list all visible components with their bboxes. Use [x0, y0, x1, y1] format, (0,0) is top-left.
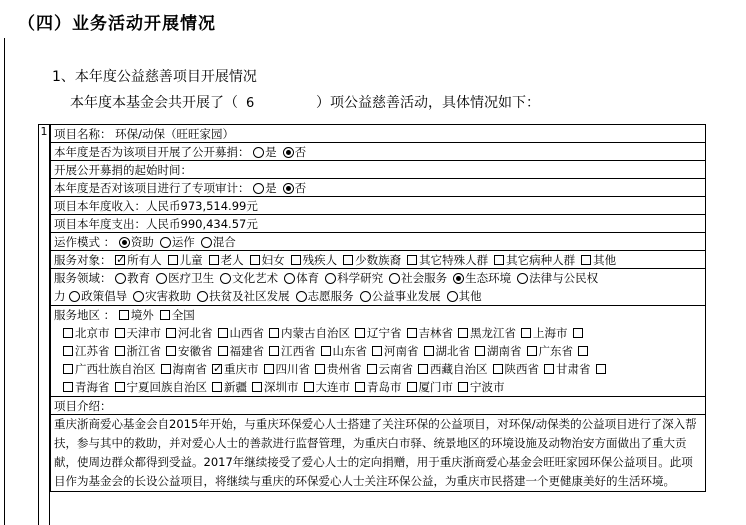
field1-radio-2[interactable]: [220, 273, 231, 284]
region-2-option-7[interactable]: [493, 360, 540, 378]
region-line-3: [54, 378, 705, 396]
region-1-option-label-3: 福建省: [229, 344, 264, 358]
field2-radio-2[interactable]: [197, 291, 208, 302]
region-0-checkbox-4[interactable]: [269, 328, 279, 338]
public-raise-option-0[interactable]: [253, 143, 277, 161]
field1-radio-0[interactable]: [115, 273, 126, 284]
raise-start-row: [51, 161, 705, 179]
target-options: [115, 253, 622, 267]
region-2-option-6[interactable]: [418, 360, 488, 378]
income-row: [51, 197, 705, 215]
field2-option-label-3: 志愿服务: [307, 289, 354, 303]
field2-radio-5[interactable]: [447, 291, 458, 302]
region-1-option-label-7: 湖北省: [435, 344, 470, 358]
target-option-label-1: 儿童: [179, 253, 203, 267]
target-option-label-8: 其他: [593, 253, 617, 267]
region-head-option-0[interactable]: [119, 306, 154, 324]
region-2-option-label-5: 云南省: [378, 362, 413, 376]
audit-option-label-0: 是: [265, 181, 277, 195]
region-1-option-label-9: 广东省: [538, 344, 573, 358]
audit-label: 本年度是否对该项目进行了专项审计：: [54, 181, 250, 195]
region-2-option-label-6: 西藏自治区: [430, 362, 488, 376]
region-3-checkbox-6[interactable]: [407, 382, 417, 392]
field1-option-label-5: 社会服务: [401, 271, 448, 285]
region-1-option-1[interactable]: [115, 342, 162, 360]
region-head-options: [119, 308, 201, 322]
region-1-option-label-4: 江西省: [281, 344, 316, 358]
region-2-option-label-1: 海南省: [172, 362, 207, 376]
region-row: [51, 306, 705, 397]
field2-option-2[interactable]: [197, 287, 290, 305]
region-0-option-label-5: 辽宁省: [367, 326, 402, 340]
target-option-label-3: 妇女: [261, 253, 285, 267]
field2-option-label-2: 扶贫及社区发展: [209, 289, 290, 303]
target-option-3[interactable]: [250, 251, 285, 269]
region-1-option-6[interactable]: [372, 342, 419, 360]
region-2-option-5[interactable]: [367, 360, 414, 378]
project-name-row: [51, 125, 705, 143]
target-option-label-0: 所有人: [127, 253, 162, 267]
public-raise-radio-0[interactable]: [253, 147, 264, 158]
region-0-option-5[interactable]: [355, 324, 402, 342]
mode-radio-2[interactable]: [201, 237, 212, 248]
target-checkbox-3[interactable]: [250, 255, 260, 265]
target-checkbox-1[interactable]: [168, 255, 178, 265]
public-raise-radio-1[interactable]: [283, 147, 294, 158]
region-0-option-3[interactable]: [218, 324, 265, 342]
region-2-option-label-0: 广西壮族自治区: [75, 362, 156, 376]
region-0-option-label-0: 北京市: [75, 326, 110, 340]
region-1-option-label-5: 山东省: [332, 344, 367, 358]
region-2-option-8[interactable]: [544, 360, 591, 378]
field2-option-label-4: 公益事业发展: [371, 289, 441, 303]
region-2-option-9[interactable]: [596, 360, 608, 378]
region-2-checkbox-5[interactable]: [367, 364, 377, 374]
mode-option-0[interactable]: [119, 233, 154, 251]
intro-label-row: [51, 397, 705, 415]
target-option-8[interactable]: [581, 251, 616, 269]
region-0-checkbox-2[interactable]: [166, 328, 176, 338]
mode-option-1[interactable]: [160, 233, 195, 251]
region-label: 服务地区 ：: [54, 308, 116, 322]
region-1-option-2[interactable]: [166, 342, 213, 360]
target-label: 服务对象：: [54, 253, 112, 267]
region-3-option-label-3: 深圳市: [264, 380, 299, 394]
target-option-label-6: 其它特殊人群: [419, 253, 489, 267]
field1-option-label-6: 生态环境: [465, 271, 512, 285]
intro-prefix: 本年度本基金会共开展了（: [70, 95, 238, 111]
region-head-checkbox-0[interactable]: [119, 310, 129, 320]
region-0-checkbox-3[interactable]: [218, 328, 228, 338]
field-options-1: [115, 271, 604, 285]
region-1-option-label-2: 安徽省: [178, 344, 213, 358]
region-1-checkbox-10[interactable]: [578, 346, 588, 356]
region-1-option-9[interactable]: [527, 342, 574, 360]
field1-option-label-2: 文化艺术: [232, 271, 279, 285]
region-3-option-label-0: 青海省: [75, 380, 110, 394]
region-0-option-label-6: 吉林省: [418, 326, 453, 340]
region-1-checkbox-9[interactable]: [527, 346, 537, 356]
region-2-checkbox-6[interactable]: [418, 364, 428, 374]
field2-radio-1[interactable]: [133, 291, 144, 302]
public-raise-option-1[interactable]: [283, 143, 307, 161]
field2-option-label-1: 灾害救助: [145, 289, 192, 303]
region-1-option-0[interactable]: [63, 342, 110, 360]
region-3-option-label-4: 大连市: [315, 380, 350, 394]
region-head-option-1[interactable]: [160, 306, 195, 324]
row-number-cell: [38, 124, 50, 525]
field1-option-label-7: 法律与公民权: [529, 271, 599, 285]
region-2-option-label-3: 四川省: [275, 362, 310, 376]
field-row: [51, 269, 705, 306]
region-3-option-label-5: 青岛市: [367, 380, 402, 394]
region-3-option-label-7: 宁波市: [470, 380, 505, 394]
region-3-checkbox-5[interactable]: [355, 382, 365, 392]
region-2-option-0[interactable]: [63, 360, 156, 378]
public-raise-option-label-1: 否: [294, 145, 307, 159]
region-0-checkbox-0[interactable]: [63, 328, 73, 338]
field1-option-label-1: 医疗卫生: [168, 271, 215, 285]
region-0-option-6[interactable]: [407, 324, 454, 342]
mode-option-label-0: 资助: [130, 235, 154, 249]
target-option-label-5: 少数族裔: [355, 253, 402, 267]
region-0-checkbox-6[interactable]: [407, 328, 417, 338]
field2-radio-3[interactable]: [296, 291, 307, 302]
region-3-checkbox-4[interactable]: [304, 382, 314, 392]
region-1-option-7[interactable]: [424, 342, 471, 360]
field2-option-3[interactable]: [296, 287, 354, 305]
target-option-0[interactable]: [115, 251, 162, 269]
target-row: [51, 251, 705, 269]
region-3-option-4[interactable]: [304, 378, 351, 396]
mode-radio-1[interactable]: [160, 237, 171, 248]
region-0-option-label-8: 上海市: [533, 326, 568, 340]
region-3-option-1[interactable]: [115, 378, 208, 396]
region-3-option-3[interactable]: [252, 378, 299, 396]
region-0-checkbox-5[interactable]: [355, 328, 365, 338]
target-option-label-4: 残疾人: [302, 253, 338, 267]
field1-option-0[interactable]: [115, 269, 150, 287]
region-2-option-2[interactable]: [212, 360, 259, 378]
region-2-checkbox-3[interactable]: [264, 364, 274, 374]
region-0-option-1[interactable]: [115, 324, 162, 342]
region-1-checkbox-1[interactable]: [115, 346, 125, 356]
field1-option-label-4: 科学研究: [337, 271, 384, 285]
region-0-option-label-3: 山西省: [229, 326, 264, 340]
target-checkbox-2[interactable]: [209, 255, 219, 265]
project-name-value: 环保/动保（旺旺家园）: [115, 127, 235, 141]
expense-label: 项目本年度支出：人民币990,434.57元: [54, 217, 258, 231]
page-left-border: [4, 38, 5, 525]
region-0-option-8[interactable]: [521, 324, 568, 342]
target-checkbox-4[interactable]: [291, 255, 301, 265]
region-3-option-label-1: 宁夏回族自治区: [126, 380, 207, 394]
region-3-checkbox-3[interactable]: [252, 382, 262, 392]
target-checkbox-8[interactable]: [581, 255, 591, 265]
subsection-title: 1、本年度公益慈善项目开展情况: [52, 69, 257, 85]
region-0-option-label-4: 内蒙古自治区: [281, 326, 350, 340]
target-checkbox-6[interactable]: [407, 255, 417, 265]
region-lines: [54, 324, 705, 396]
target-option-label-7: 其它病种人群: [506, 253, 576, 267]
region-0-checkbox-9[interactable]: [573, 328, 583, 338]
field1-radio-1[interactable]: [156, 273, 167, 284]
audit-row: [51, 179, 705, 197]
region-0-option-4[interactable]: [269, 324, 350, 342]
region-1-checkbox-6[interactable]: [372, 346, 382, 356]
field1-radio-3[interactable]: [284, 273, 295, 284]
region-1-checkbox-8[interactable]: [475, 346, 485, 356]
public-raise-option-label-0: 是: [265, 145, 277, 159]
field2-option-1[interactable]: [133, 287, 191, 305]
region-3-checkbox-1[interactable]: [115, 382, 125, 392]
region-1-checkbox-4[interactable]: [269, 346, 279, 356]
region-3-option-5[interactable]: [355, 378, 402, 396]
field1-option-4[interactable]: [325, 269, 383, 287]
region-line-1: [54, 342, 705, 360]
field2-radio-0[interactable]: [69, 291, 80, 302]
field1-option-7[interactable]: [517, 269, 598, 287]
field1-radio-4[interactable]: [325, 273, 336, 284]
region-2-checkbox-2[interactable]: [212, 364, 222, 374]
region-0-checkbox-7[interactable]: [458, 328, 468, 338]
expense-row: [51, 215, 705, 233]
target-option-7[interactable]: [494, 251, 575, 269]
mode-label: 运作模式 ：: [54, 235, 116, 249]
public-raise-label: 本年度是否为该项目开展了公开募捐：: [54, 145, 250, 159]
target-option-label-2: 老人: [220, 253, 244, 267]
field2-option-5[interactable]: [447, 287, 482, 305]
target-checkbox-5[interactable]: [343, 255, 353, 265]
region-line-0: [54, 324, 705, 342]
mode-option-label-2: 混合: [212, 235, 236, 249]
region-1-option-label-8: 湖南省: [487, 344, 522, 358]
project-intro-label: 项目介绍：: [54, 399, 112, 413]
field1-option-1[interactable]: [156, 269, 214, 287]
region-1-option-5[interactable]: [321, 342, 368, 360]
region-2-checkbox-9[interactable]: [596, 364, 606, 374]
region-3-checkbox-2[interactable]: [212, 382, 222, 392]
region-2-option-label-7: 陕西省: [504, 362, 539, 376]
region-0-option-label-7: 黑龙江省: [470, 326, 516, 340]
region-2-checkbox-7[interactable]: [493, 364, 503, 374]
field2-option-0[interactable]: [69, 287, 127, 305]
field1-radio-7[interactable]: [517, 273, 528, 284]
intro-suffix: ）项公益慈善活动，具体情况如下：: [316, 95, 540, 111]
region-0-checkbox-8[interactable]: [521, 328, 531, 338]
region-1-checkbox-0[interactable]: [63, 346, 73, 356]
field1-radio-6[interactable]: [453, 273, 464, 284]
mode-options: [119, 235, 242, 249]
region-0-option-label-2: 河北省: [178, 326, 213, 340]
region-1-option-4[interactable]: [269, 342, 316, 360]
region-3-option-7[interactable]: [458, 378, 505, 396]
field1-option-label-3: 体育: [296, 271, 320, 285]
region-3-option-2[interactable]: [212, 378, 247, 396]
region-2-checkbox-0[interactable]: [63, 364, 73, 374]
mode-option-label-1: 运作: [171, 235, 195, 249]
section-title: （四）业务活动开展情况: [18, 14, 216, 34]
target-option-1[interactable]: [168, 251, 203, 269]
target-checkbox-7[interactable]: [494, 255, 504, 265]
region-0-option-9[interactable]: [573, 324, 585, 342]
audit-option-label-1: 否: [294, 181, 307, 195]
region-1-option-10[interactable]: [578, 342, 590, 360]
region-3-option-6[interactable]: [407, 378, 454, 396]
region-1-option-8[interactable]: [475, 342, 522, 360]
field-label: 服务领域：: [54, 271, 112, 285]
region-head-line: [54, 306, 705, 324]
audit-option-0[interactable]: [253, 179, 277, 197]
mode-row: [51, 233, 705, 251]
field-line-2: [54, 287, 705, 305]
mode-radio-0[interactable]: [119, 237, 130, 248]
field1-option-3[interactable]: [284, 269, 319, 287]
region-0-option-2[interactable]: [166, 324, 213, 342]
region-2-option-label-8: 甘肃省: [556, 362, 591, 376]
region-2-checkbox-8[interactable]: [544, 364, 554, 374]
region-3-checkbox-7[interactable]: [458, 382, 468, 392]
target-option-2[interactable]: [209, 251, 244, 269]
region-1-checkbox-7[interactable]: [424, 346, 434, 356]
region-3-option-label-2: 新疆: [224, 380, 247, 394]
field2-option-label-5: 其他: [458, 289, 482, 303]
region-2-option-label-4: 贵州省: [327, 362, 362, 376]
raise-start-label: 开展公开募捐的起始时间：: [54, 163, 192, 177]
public-raise-options: [253, 145, 312, 159]
region-head-option-label-1: 全国: [171, 308, 195, 322]
region-line-2: [54, 360, 705, 378]
project-table: [50, 124, 706, 492]
project-name-label: 项目名称：: [54, 127, 112, 141]
income-label: 项目本年度收入：人民币973,514.99元: [54, 199, 258, 213]
audit-options: [253, 181, 312, 195]
target-option-5[interactable]: [343, 251, 401, 269]
region-0-checkbox-1[interactable]: [115, 328, 125, 338]
field1-option-label-0: 教育: [127, 271, 151, 285]
region-2-checkbox-4[interactable]: [315, 364, 325, 374]
field-line-1: [54, 269, 705, 287]
region-head-option-label-0: 境外: [130, 308, 154, 322]
region-2-checkbox-1[interactable]: [161, 364, 171, 374]
project-description: 重庆浙商爱心基金会自2015年开始，与重庆环保爱心人士搭建了关注环保的公益项目，对环保/动保类的公益项目进行了深入帮扶，参与其中的救助，并对爱心人士的善款进行监督管理，为重庆白市驿、统景地区的环境设施及动物治安方面做出了重大贡献，使周边群众都得到受益。2017年继续接受了爱心人士的定向捐赠，用于重庆浙商爱心基金会旺旺家园环保公益项目。此项目作为基金会的长设公益项目，将继续与重庆的环保爱心人士关注环保公益，为重庆市民搭建一个更健康美好的生活环境。: [51, 415, 705, 492]
target-checkbox-0[interactable]: [115, 255, 125, 265]
region-2-option-4[interactable]: [315, 360, 362, 378]
region-1-option-label-0: 江苏省: [75, 344, 110, 358]
region-1-checkbox-2[interactable]: [166, 346, 176, 356]
region-1-checkbox-3[interactable]: [218, 346, 228, 356]
region-2-option-label-2: 重庆市: [224, 362, 259, 376]
audit-radio-1[interactable]: [283, 183, 294, 194]
region-1-option-label-6: 河南省: [384, 344, 419, 358]
mode-option-2[interactable]: [201, 233, 236, 251]
field-line2-prefix: 力: [54, 289, 66, 303]
region-0-option-7[interactable]: [458, 324, 516, 342]
field1-option-5[interactable]: [389, 269, 447, 287]
field-options-2: [69, 289, 488, 303]
region-2-option-1[interactable]: [161, 360, 208, 378]
target-option-6[interactable]: [407, 251, 488, 269]
public-raise-row: [51, 143, 705, 161]
intro-sentence: [70, 92, 540, 112]
audit-option-1[interactable]: [283, 179, 307, 197]
field1-option-6[interactable]: [453, 269, 511, 287]
region-1-option-3[interactable]: [218, 342, 265, 360]
target-option-4[interactable]: [291, 251, 338, 269]
field1-option-2[interactable]: [220, 269, 278, 287]
region-3-option-label-6: 厦门市: [418, 380, 453, 394]
region-1-checkbox-5[interactable]: [321, 346, 331, 356]
field1-radio-5[interactable]: [389, 273, 400, 284]
field2-radio-4[interactable]: [360, 291, 371, 302]
audit-radio-0[interactable]: [253, 183, 264, 194]
region-head-checkbox-1[interactable]: [160, 310, 170, 320]
field2-option-label-0: 政策倡导: [81, 289, 128, 303]
region-0-option-label-1: 天津市: [126, 326, 161, 340]
row-number: 1: [40, 125, 48, 138]
region-0-option-0[interactable]: [63, 324, 110, 342]
region-3-checkbox-0[interactable]: [63, 382, 73, 392]
project-count-field[interactable]: 6: [246, 96, 255, 111]
field2-option-4[interactable]: [360, 287, 441, 305]
region-3-option-0[interactable]: [63, 378, 110, 396]
region-1-option-label-1: 浙江省: [126, 344, 161, 358]
region-2-option-3[interactable]: [264, 360, 311, 378]
